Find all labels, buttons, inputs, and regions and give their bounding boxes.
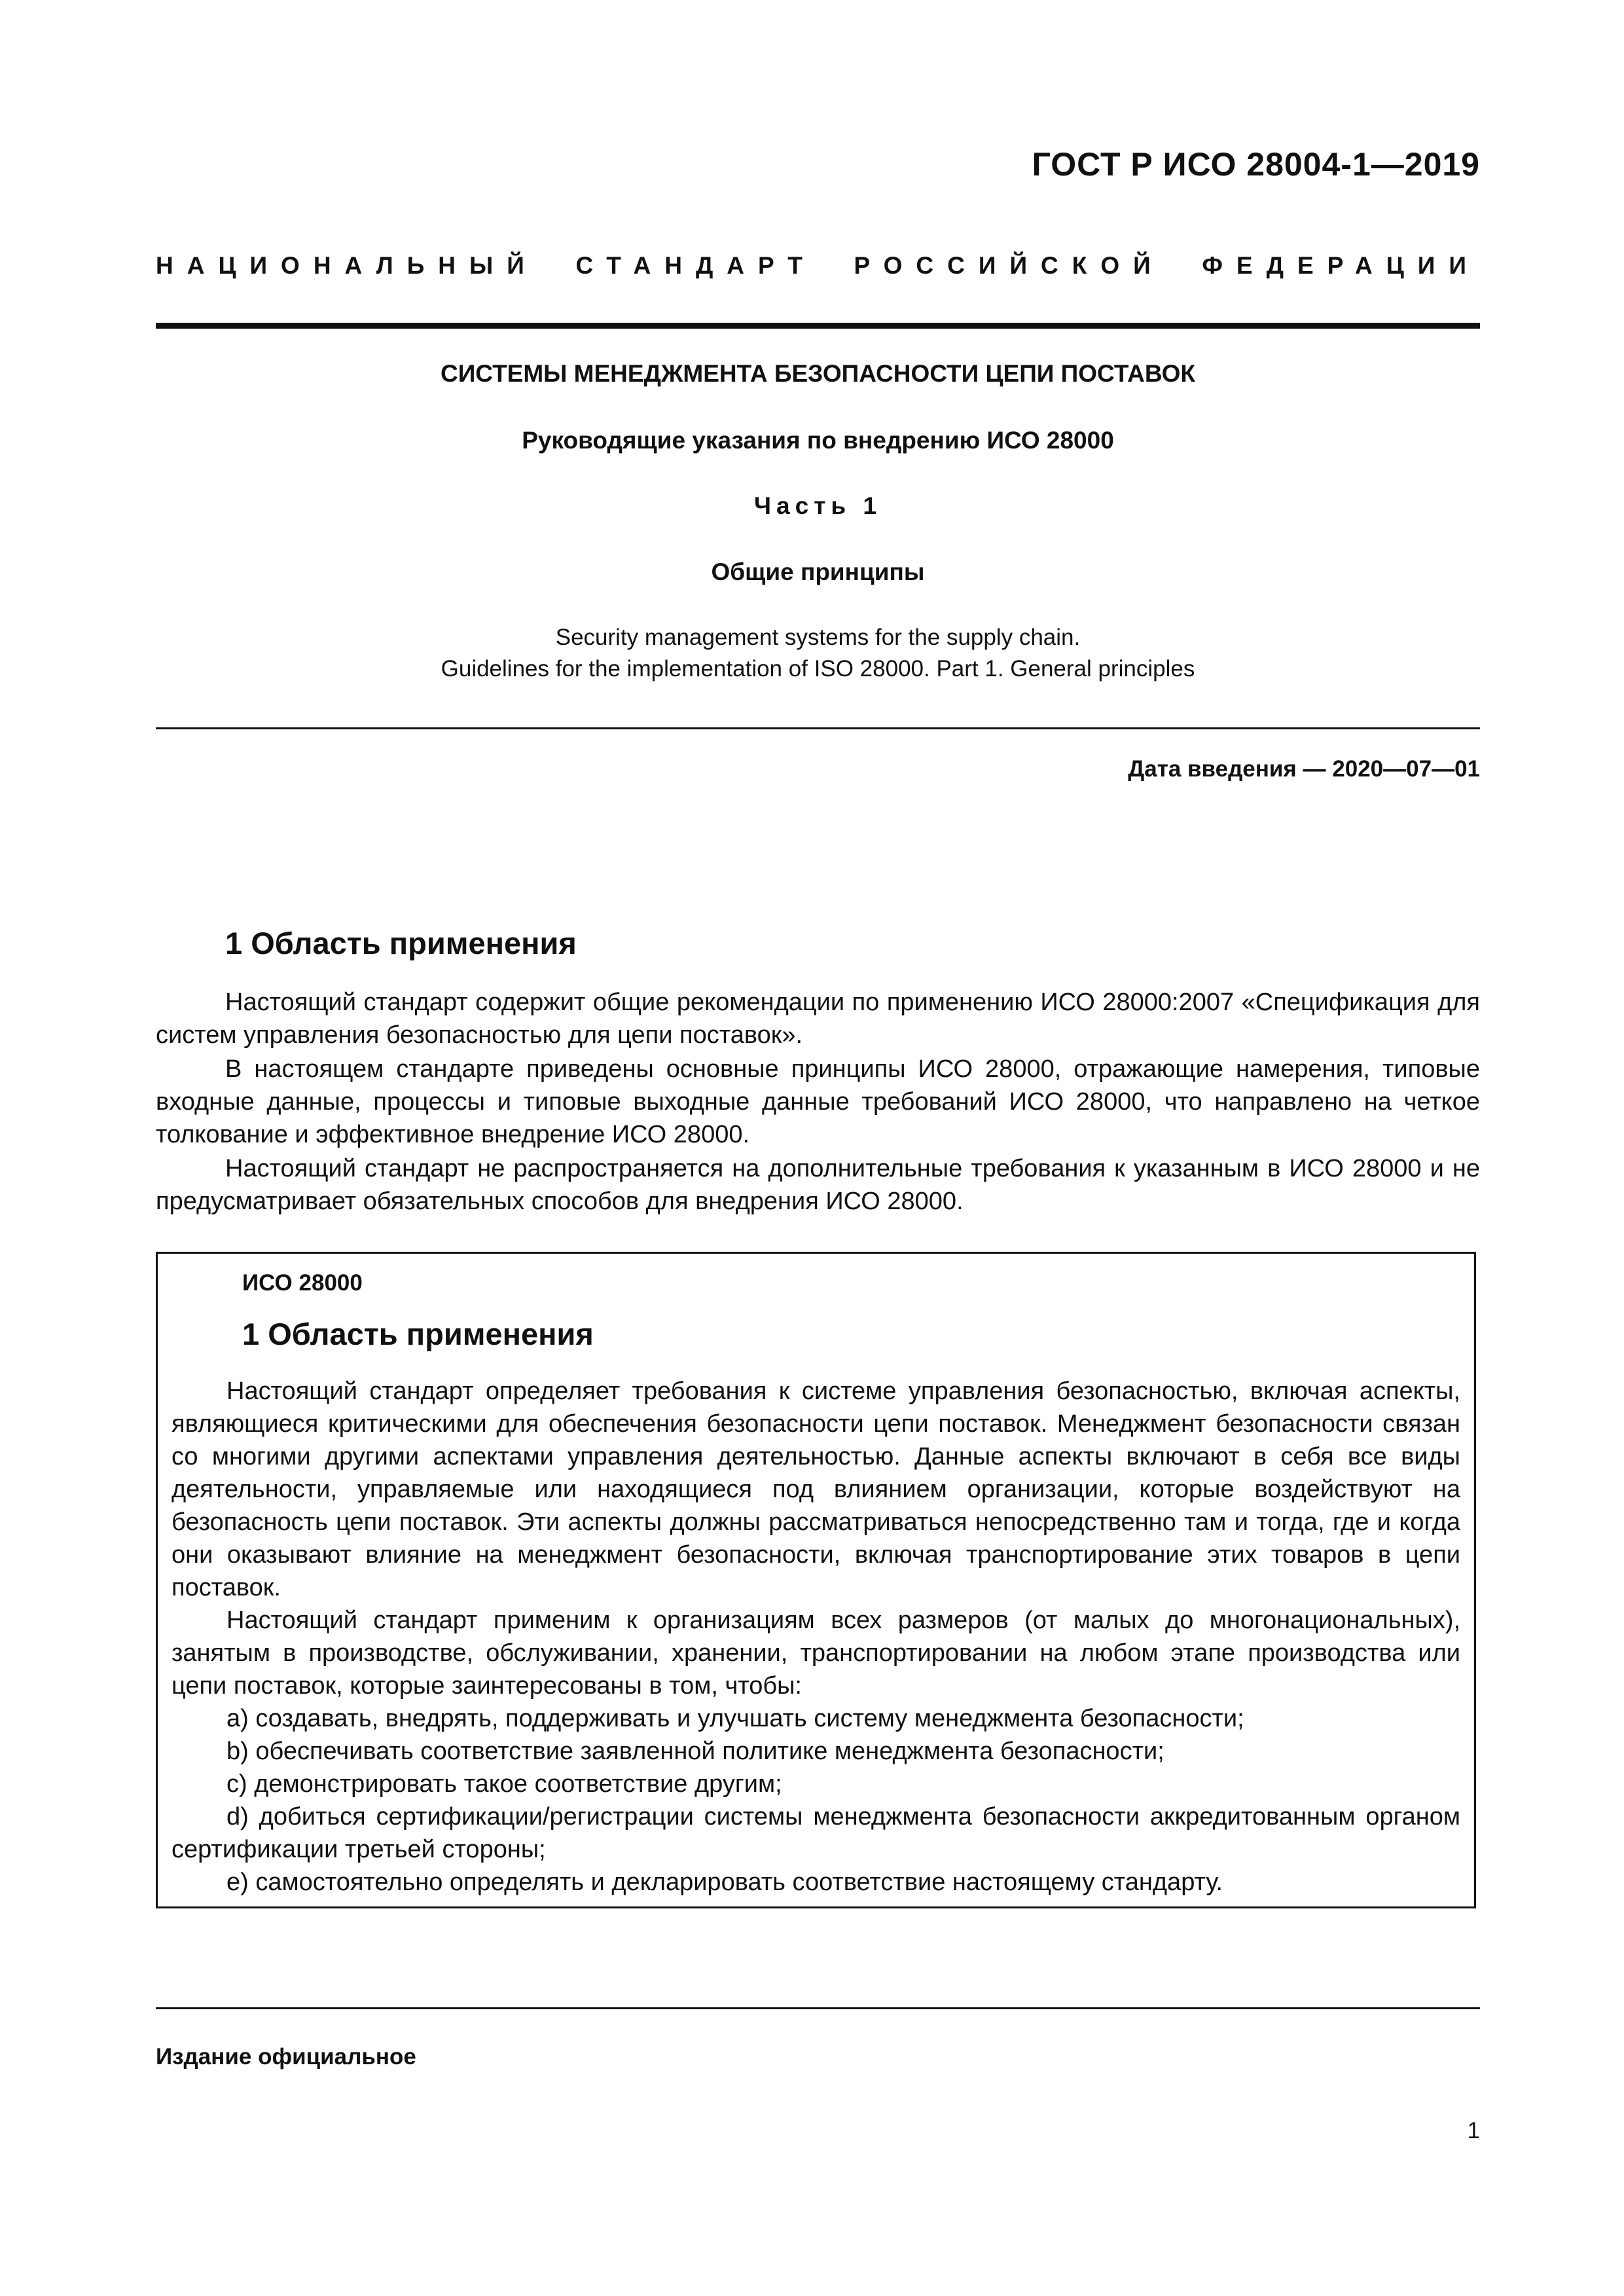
- title-divider: [156, 727, 1480, 729]
- english-title-line-2: Guidelines for the implementation of ISO 28000. Part 1. General principles: [441, 656, 1195, 682]
- document-part: Часть 1: [754, 492, 882, 519]
- section-paragraph: Настоящий стандарт не распространяется на дополнительные требования к указанным в ИСО 28000 и не предусматривает обязательных способов для внедрения ИСО 28000.: [156, 1155, 1480, 1215]
- iso-paragraph: Настоящий стандарт определяет требования к системе управления безопасностью, включая аспекты, являющиеся критическими для обеспечения безопасности цепи поставок. Менеджмент безопасности связан со многими другими аспектами управления деятельностью. Данные аспекты включают в себя все виды деятельности, управляемые или находящиеся под влиянием организации, которые воздействуют на безопасность цепи поставок. Эти аспекты должны рассматриваться непосредственно там и тогда, где и когда они оказывают влияние на менеджмент безопасности, включая транспортирование этих товаров в цепи поставок.: [171, 1377, 1460, 1601]
- section-paragraph: В настоящем стандарте приведены основные принципы ИСО 28000, отражающие намерения, типовые входные данные, процессы и типовые выходные данные требований ИСО 28000, что направлено на четкое толкование и эффективное внедрение ИСО 28000.: [156, 1055, 1480, 1148]
- document-code: ГОСТ Р ИСО 28004-1—2019: [1032, 146, 1480, 183]
- page-number: 1: [1467, 2118, 1480, 2143]
- header-divider: [156, 323, 1480, 329]
- iso-list-item: e) самостоятельно определять и декларировать соответствие настоящему стандарту.: [226, 1868, 1223, 1896]
- iso-list-item: c) демонстрировать такое соответствие другим;: [226, 1770, 782, 1798]
- banner-word: НАЦИОНАЛЬНЫЙ: [156, 252, 538, 279]
- banner-word: СТАНДАРТ: [575, 252, 816, 279]
- iso-list-item: d) добиться сертификации/регистрации системы менеджмента безопасности аккредитованным органом сертификации третьей стороны;: [171, 1803, 1460, 1863]
- section-heading: 1 Область применения: [225, 926, 577, 960]
- footer-divider: [156, 2007, 1480, 2009]
- document-part-title: Общие принципы: [711, 558, 925, 585]
- document-subtitle: Руководящие указания по внедрению ИСО 28000: [522, 427, 1114, 454]
- iso-label: ИСО 28000: [242, 1270, 363, 1296]
- document-title: СИСТЕМЫ МЕНЕДЖМЕНТА БЕЗОПАСНОСТИ ЦЕПИ ПОСТАВОК: [440, 360, 1196, 387]
- banner-word: ФЕДЕРАЦИИ: [1202, 252, 1480, 279]
- english-title-line-1: Security management systems for the supply chain.: [555, 625, 1081, 650]
- official-edition-label: Издание официальное: [156, 2044, 416, 2069]
- iso-list-item: b) обеспечивать соответствие заявленной политике менеджмента безопасности;: [226, 1738, 1164, 1765]
- national-standard-banner: [156, 252, 1480, 280]
- section-paragraph: Настоящий стандарт содержит общие рекомендации по применению ИСО 28000:2007 «Спецификация для систем управления безопасностью для цепи поставок».: [156, 989, 1480, 1049]
- iso-list-item: a) создавать, внедрять, поддерживать и улучшать систему менеджмента безопасности;: [226, 1705, 1244, 1732]
- banner-word: РОССИЙСКОЙ: [854, 252, 1164, 279]
- introduction-date: Дата введения — 2020—07—01: [1128, 756, 1480, 782]
- iso-paragraph: Настоящий стандарт применим к организациям всех размеров (от малых до многонациональных), занятым в производстве, обслуживании, хранении, транспортировании на любом этапе производства или цепи поставок, которые заинтересованы в том, чтобы:: [171, 1607, 1460, 1700]
- iso-section-heading: 1 Область применения: [242, 1317, 594, 1351]
